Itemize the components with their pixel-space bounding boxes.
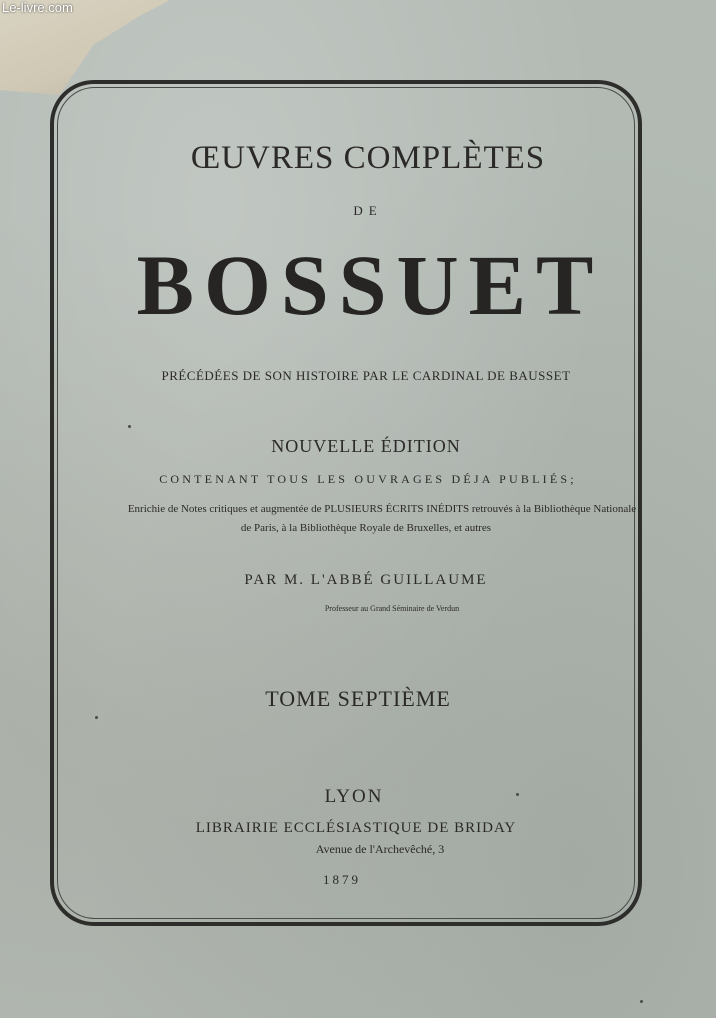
volume-line: TOME SEPTIÈME (265, 686, 451, 711)
editor-line: PAR M. L'ABBÉ GUILLAUME (244, 572, 488, 588)
enriched-line-2: de Paris, à la Bibliothèque Royale de Bruxelles, et autres (240, 522, 492, 534)
publication-city: LYON (324, 786, 384, 807)
title-preposition: DE (353, 203, 383, 218)
enriched-line-1: Enrichie de Notes critiques et augmentée de PLUSIEURS ÉCRITS INÉDITS retrouvés à la Bibliothèque Nationale (127, 503, 637, 515)
contents-line: CONTENANT TOUS LES OUVRAGES DÉJA PUBLIÉS; (159, 472, 577, 486)
editor-role: Professeur au Grand Séminaire de Verdun (324, 604, 460, 613)
paper-fleck (128, 425, 131, 428)
watermark: Le-livre.com (2, 0, 73, 15)
publisher-address: Avenue de l'Archevêché, 3 (315, 842, 445, 856)
author-name: BOSSUET (136, 237, 604, 333)
paper-fleck (516, 793, 519, 796)
publication-year: 1879 (323, 872, 361, 887)
series-title: ŒUVRES COMPLÈTES (190, 140, 546, 176)
publisher-name: LIBRAIRIE ECCLÉSIASTIQUE DE BRIDAY (195, 820, 517, 836)
preceded-by-line: PRÉCÉDÉES DE SON HISTOIRE PAR LE CARDINAL DE BAUSSET (161, 368, 571, 383)
edition-line: NOUVELLE ÉDITION (271, 436, 461, 456)
paper-fleck (640, 1000, 643, 1003)
paper-fleck (95, 716, 98, 719)
